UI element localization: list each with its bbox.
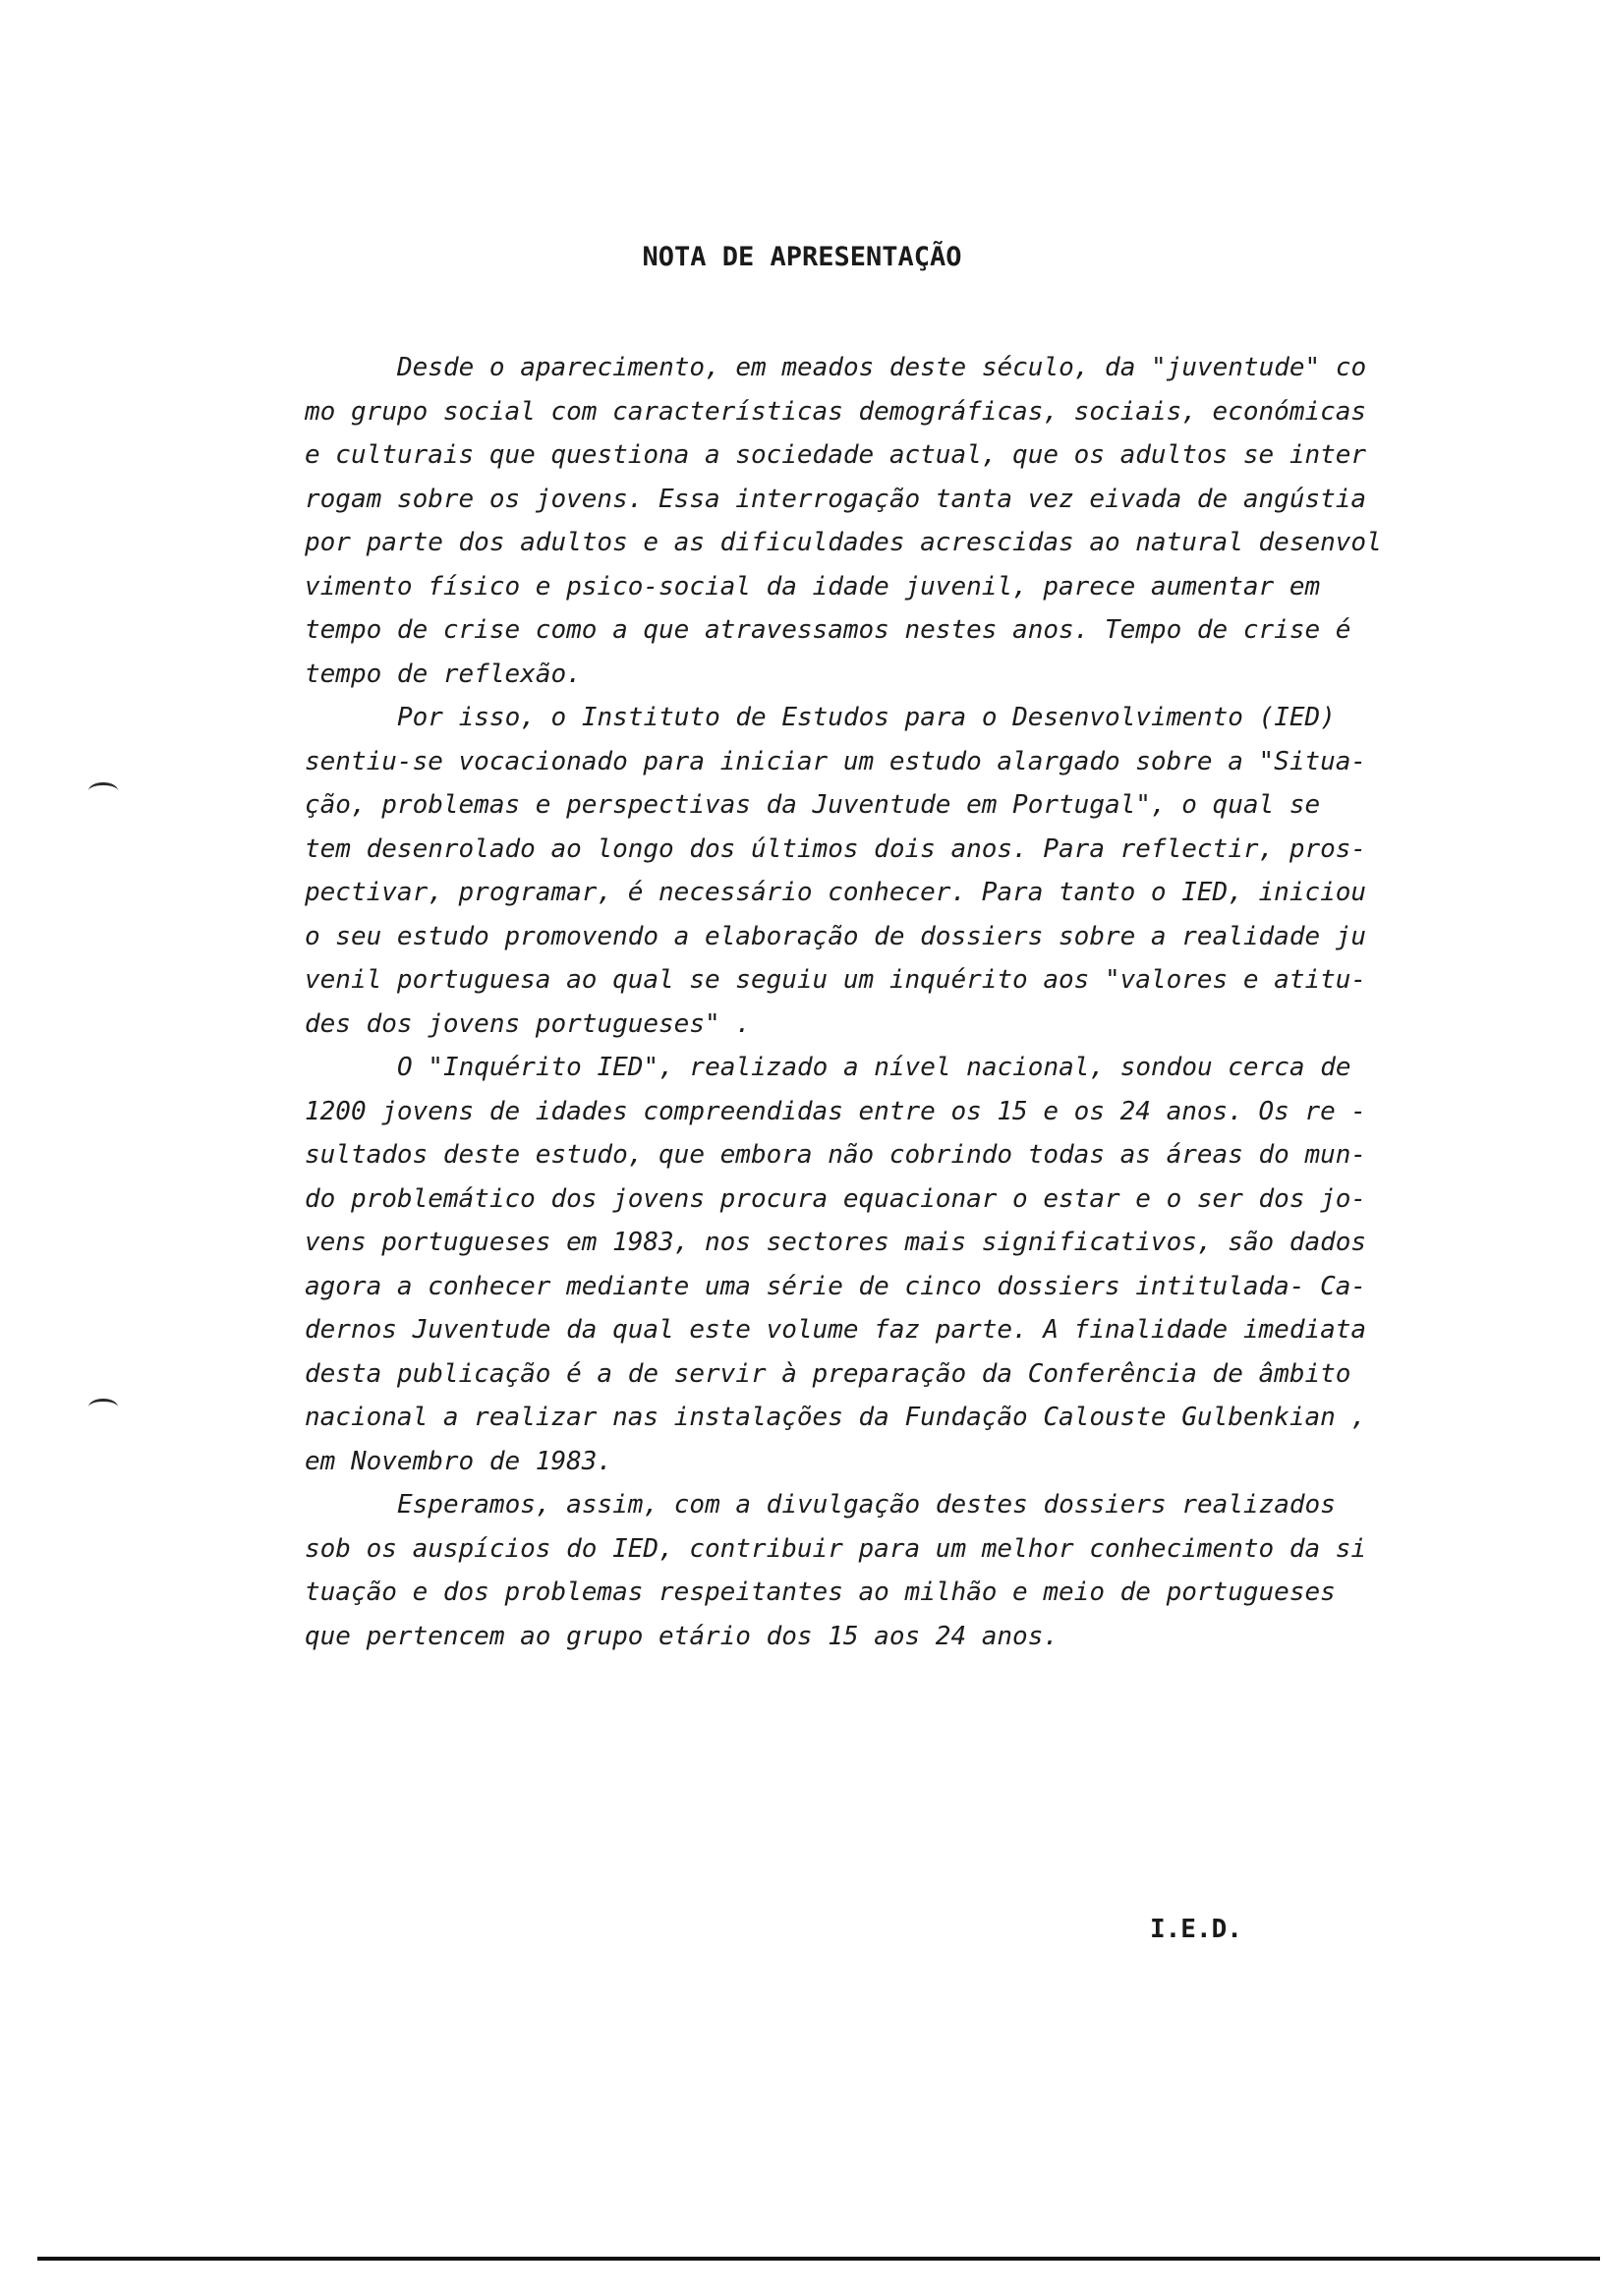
paragraph-3-line: O "Inquérito IED", realizado a nível nacional, sondou cerca de	[397, 1053, 1351, 1082]
paragraph-1-line: Desde o aparecimento, em meados deste século, da "juventude" co	[397, 353, 1367, 382]
document-title: NOTA DE APRESENTAÇÃO	[642, 242, 962, 272]
paragraph-3-line: 1200 jovens de idades compreendidas entre os 15 e os 24 anos. Os re -	[305, 1096, 1367, 1126]
paragraph-2-line: venil portuguesa ao qual se seguiu um inquérito aos "valores e atitu-	[305, 965, 1367, 995]
paragraph-4-line: Esperamos, assim, com a divulgação destes dossiers realizados	[397, 1490, 1336, 1520]
document-body	[305, 346, 1435, 1658]
paragraph-1-line: mo grupo social com características demográficas, sociais, económicas	[305, 396, 1367, 427]
paragraph-3-line: desta publicação é a de servir à preparação da Conferência de âmbito	[305, 1358, 1351, 1389]
paragraph-1-line: tempo de reflexão.	[305, 659, 582, 689]
paragraph-2-line: ção, problemas e perspectivas da Juventude em Portugal", o qual se	[305, 790, 1321, 820]
paragraph-1-line: vimento físico e psico-social da idade juvenil, parece aumentar em	[305, 571, 1321, 602]
paragraph-1-line: rogam sobre os jovens. Essa interrogação tanta vez eivada de angústia	[305, 484, 1367, 514]
paragraph-2-line: des dos jovens portugueses" .	[305, 1008, 751, 1039]
margin-mark	[88, 782, 118, 799]
paragraph-3-line: sultados deste estudo, que embora não cobrindo todas as áreas do mun-	[305, 1140, 1367, 1170]
paragraph-4-line: sob os auspícios do IED, contribuir para um melhor conhecimento da si	[305, 1533, 1367, 1564]
signature: I.E.D.	[1150, 1915, 1242, 1944]
paragraph-2-line: sentiu-se vocacionado para iniciar um estudo alargado sobre a "Situa-	[305, 746, 1367, 776]
paragraph-3-line: dernos Juventude da qual este volume faz parte. A finalidade imediata	[305, 1315, 1367, 1345]
paragraph-3-line: vens portugueses em 1983, nos sectores mais significativos, são dados	[305, 1228, 1367, 1257]
paragraph-3-line: do problemático dos jovens procura equacionar o estar e o ser dos jo-	[305, 1183, 1367, 1214]
paragraph-1-line: por parte dos adultos e as dificuldades acrescidas ao natural desenvol	[305, 528, 1382, 557]
paragraph-2-line: o seu estudo promovendo a elaboração de dossiers sobre a realidade ju	[305, 921, 1367, 951]
paragraph-4-line: tuação e dos problemas respeitantes ao milhão e meio de portugueses	[305, 1578, 1336, 1607]
paragraph-2-line: Por isso, o Instituto de Estudos para o Desenvolvimento (IED)	[397, 703, 1336, 732]
paragraph-2-line: pectivar, programar, é necessário conhecer. Para tanto o IED, iniciou	[305, 878, 1367, 907]
paragraph-2-line: tem desenrolado ao longo dos últimos dois anos. Para reflectir, pros-	[305, 833, 1367, 864]
margin-mark	[88, 1399, 118, 1415]
paragraph-1-line: e culturais que questiona a sociedade actual, que os adultos se inter	[305, 440, 1367, 470]
paragraph-3-line: agora a conhecer mediante uma série de cinco dossiers intitulada- Ca-	[305, 1271, 1367, 1301]
paragraph-3-line: em Novembro de 1983.	[305, 1446, 613, 1476]
paragraph-3-line: nacional a realizar nas instalações da Fundação Calouste Gulbenkian ,	[305, 1403, 1367, 1432]
bottom-divider	[37, 2257, 1600, 2261]
paragraph-4-line: que pertencem ao grupo etário dos 15 aos 24 anos.	[305, 1621, 1060, 1651]
paragraph-1-line: tempo de crise como a que atravessamos nestes anos. Tempo de crise é	[305, 615, 1351, 645]
